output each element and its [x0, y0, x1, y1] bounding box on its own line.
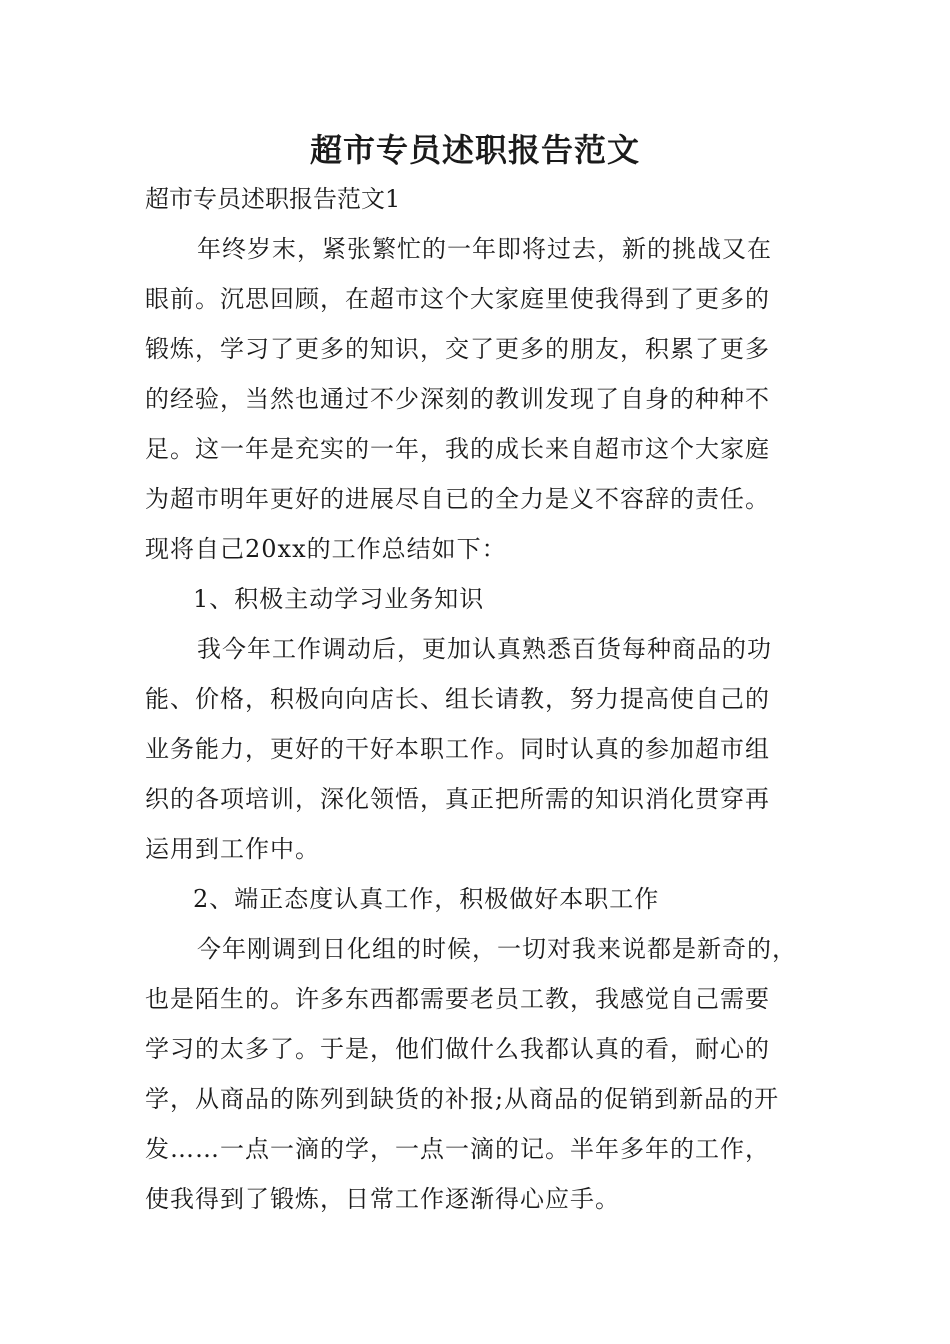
- paragraph-line: 今年刚调到日化组的时候，一切对我来说都是新奇的，: [197, 935, 797, 963]
- paragraph-line: 的经验，当然也通过不少深刻的教训发现了自身的种种不: [145, 385, 770, 413]
- section-subtitle: 超市专员述职报告范文1: [145, 185, 401, 213]
- paragraph-line: 学习的太多了。于是，他们做什么我都认真的看，耐心的: [145, 1035, 770, 1063]
- paragraph-line: 业务能力，更好的干好本职工作。同时认真的参加超市组: [145, 735, 770, 763]
- paragraph-line: 织的各项培训，深化领悟，真正把所需的知识消化贯穿再: [145, 785, 770, 813]
- document-title: 超市专员述职报告范文: [309, 131, 640, 169]
- paragraph-line: 足。这一年是充实的一年，我的成长来自超市这个大家庭: [145, 435, 770, 463]
- section-heading: 2、端正态度认真工作，积极做好本职工作: [193, 885, 660, 913]
- paragraph-line: 能、价格，积极向向店长、组长请教，努力提高使自己的: [145, 685, 770, 713]
- paragraph-line: 学，从商品的陈列到缺货的补报;从商品的促销到新品的开: [145, 1085, 780, 1113]
- paragraph-line: 锻炼，学习了更多的知识，交了更多的朋友，积累了更多: [145, 335, 770, 363]
- paragraph-line: 运用到工作中。: [145, 835, 320, 863]
- paragraph-line: 也是陌生的。许多东西都需要老员工教，我感觉自己需要: [145, 985, 770, 1013]
- paragraph-line: 使我得到了锻炼，日常工作逐渐得心应手。: [145, 1185, 620, 1213]
- paragraph-line: 年终岁末，紧张繁忙的一年即将过去，新的挑战又在: [197, 235, 772, 263]
- paragraph-line: 眼前。沉思回顾，在超市这个大家庭里使我得到了更多的: [145, 285, 770, 313]
- paragraph-line: 发……一点一滴的学，一点一滴的记。半年多年的工作，: [145, 1135, 770, 1163]
- paragraph-line: 为超市明年更好的进展尽自已的全力是义不容辞的责任。: [145, 485, 770, 513]
- section-heading: 1、积极主动学习业务知识: [193, 585, 485, 613]
- paragraph-line: 现将自己20xx的工作总结如下：: [145, 535, 507, 563]
- paragraph-line: 我今年工作调动后，更加认真熟悉百货每种商品的功: [197, 635, 772, 663]
